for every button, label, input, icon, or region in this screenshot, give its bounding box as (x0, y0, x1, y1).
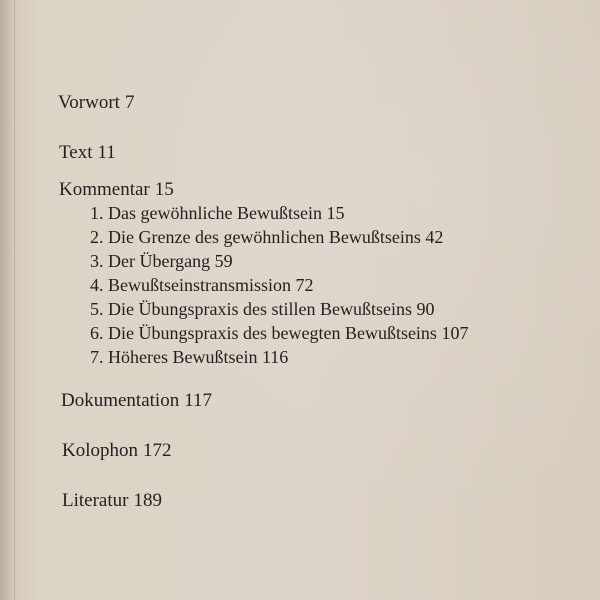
chapter-page: 15 (326, 203, 345, 223)
toc-entry-dokumentation (61, 390, 212, 412)
toc-chapter-2 (90, 226, 443, 248)
toc-entry-page: 7 (124, 92, 135, 113)
chapter-page: 116 (261, 347, 289, 367)
chapter-page: 42 (425, 227, 444, 247)
toc-entry-title: Text (59, 142, 93, 163)
chapter-title: Der Übergang (108, 251, 211, 271)
chapter-page: 72 (295, 275, 314, 295)
toc-entry-text (59, 142, 116, 164)
toc-entry-literatur (62, 490, 162, 512)
toc-chapter-6 (90, 322, 468, 344)
toc-entry-title: Literatur (62, 490, 129, 511)
chapter-number: 6. (90, 323, 104, 343)
chapter-number: 3. (90, 251, 104, 271)
toc-entry-vorwort (58, 92, 134, 114)
chapter-title: Die Grenze des gewöhnlichen Bewußtseins (108, 227, 421, 247)
toc-entry-title: Kommentar (59, 179, 150, 200)
toc-entry-page: 15 (154, 179, 174, 200)
toc-entry-kolophon (62, 440, 172, 462)
toc-chapter-7 (90, 346, 288, 368)
toc-entry-page: 117 (184, 390, 212, 411)
toc-chapter-5 (90, 298, 434, 320)
toc-chapter-1 (90, 202, 344, 224)
chapter-title: Höheres Bewußtsein (108, 347, 258, 367)
chapter-title: Bewußtseinstransmission (108, 275, 291, 295)
chapter-page: 90 (416, 299, 435, 319)
chapter-page: 59 (214, 251, 233, 271)
chapter-title: Die Übungspraxis des bewegten Bewußtseins (108, 323, 437, 343)
toc-entry-title: Kolophon (62, 440, 138, 461)
toc-chapter-4 (90, 274, 314, 296)
chapter-page: 107 (441, 323, 469, 343)
toc-entry-page: 189 (133, 490, 162, 511)
toc-entry-kommentar (59, 179, 174, 201)
chapter-number: 7. (90, 347, 104, 367)
chapter-number: 2. (90, 227, 104, 247)
chapter-title: Die Übungspraxis des stillen Bewußtseins (108, 299, 412, 319)
toc-entry-page: 172 (143, 440, 172, 461)
chapter-number: 1. (90, 203, 104, 223)
chapter-number: 5. (90, 299, 104, 319)
chapter-title: Das gewöhnliche Bewußtsein (108, 203, 322, 223)
toc-entry-page: 11 (97, 142, 116, 163)
toc-chapter-3 (90, 250, 233, 272)
toc-entry-title: Vorwort (58, 92, 120, 113)
chapter-number: 4. (90, 275, 104, 295)
toc-entry-title: Dokumentation (61, 390, 180, 411)
